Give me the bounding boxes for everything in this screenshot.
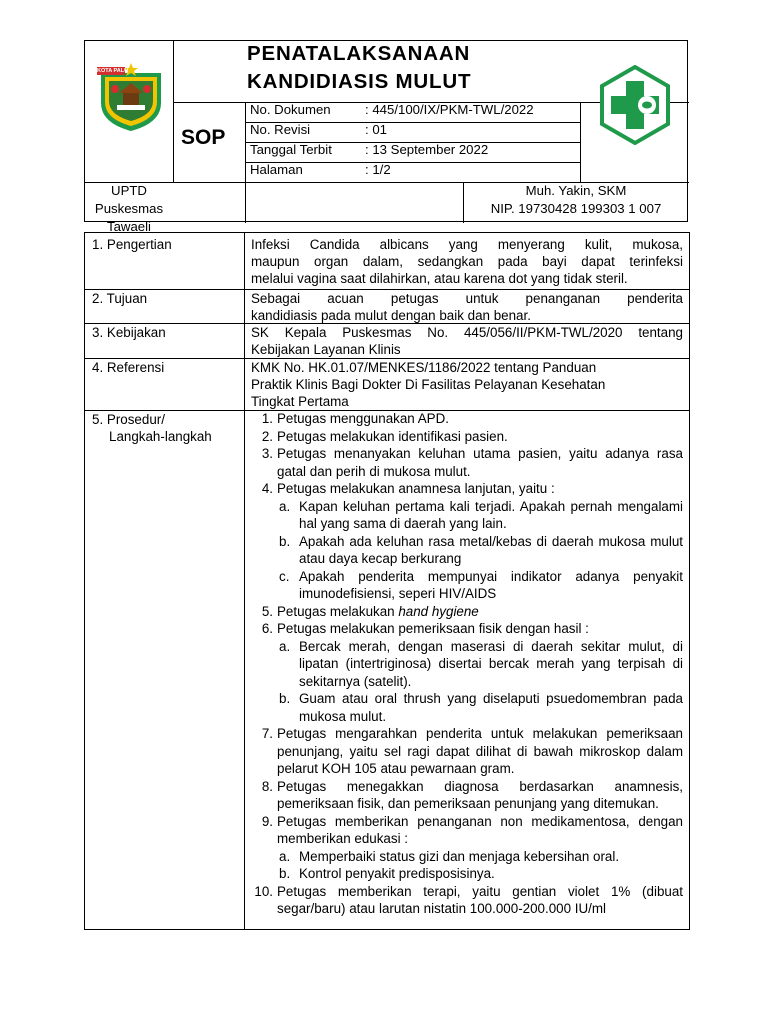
row-text-tujuan: Sebagai acuan petugas untuk penanganan penderita kandidiasis pada mulut dengan baik dan benar. [251,291,683,323]
list-item: 2. Petugas melakukan identifikasi pasien. [261,428,508,444]
document-title-line2: KANDIDIASIS MULUT [247,70,472,93]
sop-content-table [84,232,690,930]
document-header [84,40,688,234]
list-item: 4. Petugas melakukan anamnesa lanjutan, yaitu : [261,481,555,496]
kota-palu-emblem-icon [93,57,169,133]
list-subitem: a. Bercak merah, dengan maserasi di daerah sekitar mulut, di lipatan (intertriginosa) disertai bercak merah yang terpisah di sekitarnya (satelit). [279,638,683,689]
row-label-kebijakan: 3. Kebijakan [92,325,166,340]
list-item: 8. Petugas menegakkan diagnosa berdasarkan anamnesis, pemeriksaan fisik, dan pemeriksaan penunjang yang ditemukan. [261,778,683,811]
list-subitem: c. Apakah penderita mempunyai indikator adanya penyakit imunodefisiensi, seperi HIV/AIDS [279,568,683,601]
list-item: 7. Petugas mengarahkan penderita untuk melakukan pemeriksaan penunjang, yaitu sel ragi dapat dilihat di bawah mikroskop dalam pelarut KOH 105 atau pewarnaan gram. [261,726,683,776]
meta-label-tanggal-terbit: Tanggal Terbit [250,142,332,157]
meta-value-halaman: : 1/2 [365,162,391,177]
row-label-referensi: 4. Referensi [92,360,165,375]
list-subitem: a. Kapan keluhan pertama kali terjadi. Apakah pernah mengalami hal yang sama di daerah yang lain. [279,498,683,531]
list-item: 1. Petugas menggunakan APD. [261,411,449,426]
list-item: 3. Petugas menanyakan keluhan utama pasien, yaitu adanya rasa gatal dan perih di mukosa mulut. [261,446,683,479]
meta-value-no-dokumen: : 445/100/IX/PKM-TWL/2022 [365,102,534,117]
meta-label-no-revisi: No. Revisi [250,122,311,137]
meta-value-tanggal-terbit: : 13 September 2022 [365,142,489,157]
list-subitem: b. Apakah ada keluhan rasa metal/kebas di daerah mukosa mulut atau daya kecap berkurang [279,533,683,566]
sop-label: SOP [181,126,226,149]
document-title-line1: PENATALAKSANAAN [247,42,471,65]
meta-label-no-dokumen: No. Dokumen [250,102,331,117]
procedure-steps-list [251,410,683,918]
list-subitem: b. Kontrol penyakit predisposisinya. [279,866,495,881]
meta-label-halaman: Halaman [250,162,303,177]
puskesmas-cross-icon [595,65,675,145]
row-label-pengertian: 1. Pengertian [92,237,172,252]
organization-name: UPTD Puskesmas Tawaeli [94,183,164,234]
row-text-kebijakan: SK Kepala Puskesmas No. 445/056/II/PKM-TWL/2020 tentang Kebijakan Layanan Klinis [251,325,683,357]
row-text-pengertian: Infeksi Candida albicans yang menyerang kulit, mukosa, maupun organ dalam, sedangkan pada bayi dapat terinfeksi melalui vagina saat dilahirkan, atau karena dot yang tidak steril. [251,237,683,286]
list-item: 10. Petugas memberikan terapi, yaitu gentian violet 1% (dibuat segar/baru) atau larutan nistatin 100.000-200.000 IU/ml [254,883,683,916]
list-item: 5. Petugas melakukan hand hygiene [261,603,479,619]
list-item: 6. Petugas melakukan pemeriksaan fisik dengan hasil : [261,621,589,636]
signer-name: Muh. Yakin, SKM [525,183,627,198]
meta-value-no-revisi: : 01 [365,122,387,137]
signer-nip: NIP. 19730428 199303 1 007 [490,201,662,216]
row-label-tujuan: 2. Tujuan [92,291,148,306]
list-subitem: a. Memperbaiki status gizi dan menjaga kebersihan oral. [279,848,620,864]
list-subitem: b. Guam atau oral thrush yang diselaputi psuedomembran pada mukosa mulut. [279,691,683,724]
logo-banner-text: KOTA PALU [97,68,129,74]
list-item: 9. Petugas memberikan penanganan non medikamentosa, dengan memberikan edukasi : [261,813,683,846]
row-text-referensi: KMK No. HK.01.07/MENKES/1186/2022 tentang Panduan Praktik Klinis Bagi Dokter Di Fasilitas Pelayanan Kesehatan Tingkat Pertama [251,360,606,409]
signer-block [463,182,689,218]
row-label-prosedur: 5. Prosedur/ Langkah-langkah [92,412,212,444]
